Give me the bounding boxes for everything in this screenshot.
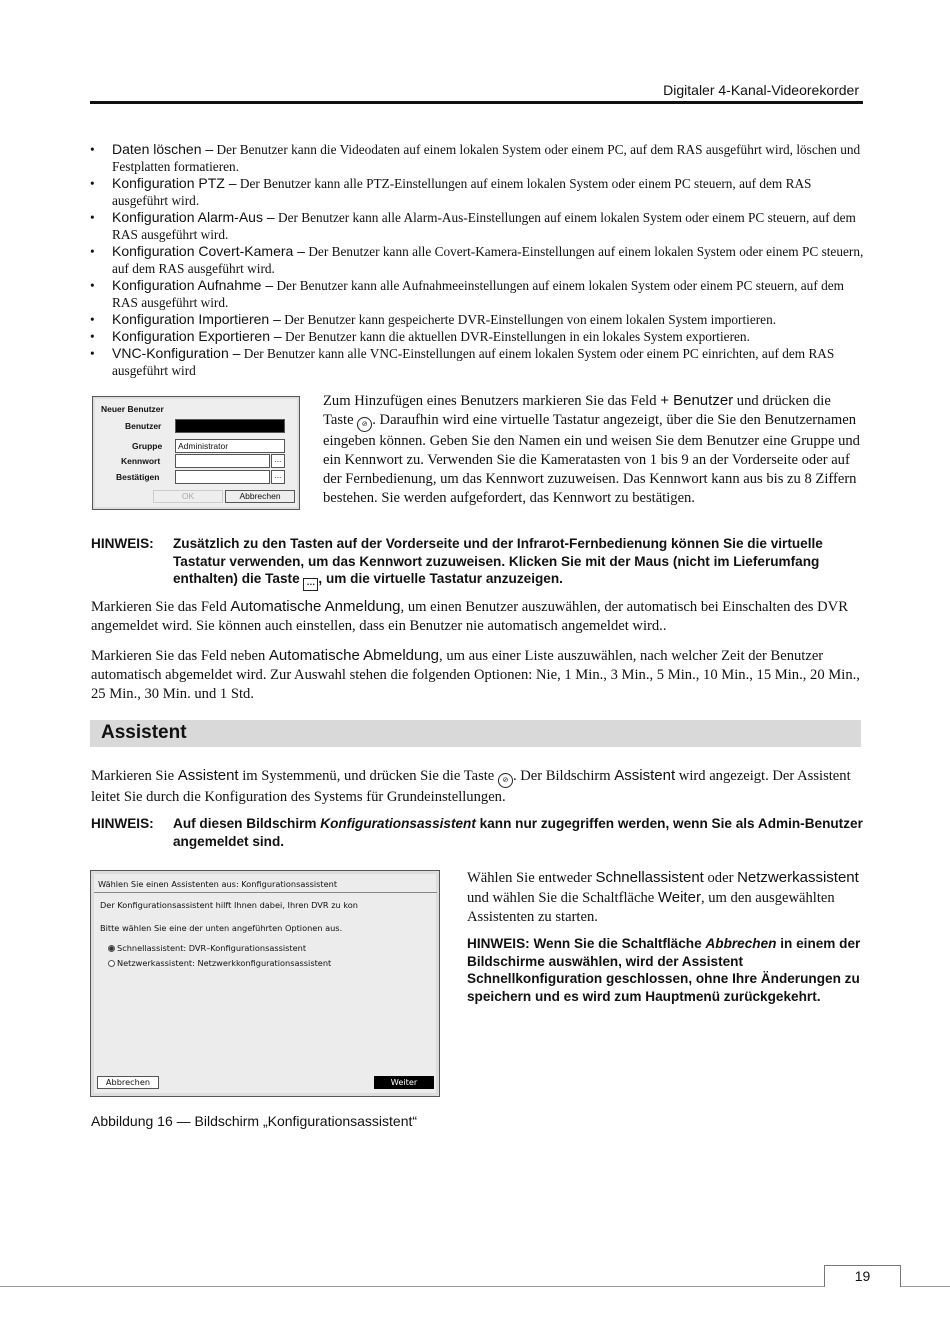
note-cancel: HINWEIS: Wenn Sie die Schaltfläche Abbrechen in einem der Bildschirme auswählen, wird der Assistent Schnellkonfiguration geschlossen, ohne Ihre Änderungen zu speichern und es wird zum Hauptmenü zurückgekehrt. — [467, 936, 861, 1004]
list-item: • Konfiguration Alarm-Aus – Der Benutzer kann alle Alarm-Aus-Einstellungen auf einem lokalen System oder einem PC steuern, auf dem RAS ausgeführt wird. — [90, 209, 856, 242]
note-admin-only: HINWEIS: Auf diesen Bildschirm Konfigurationsassistent kann nur zugegriffen werden, wenn Sie als Admin-Benutzer angemeldet sind. — [91, 816, 863, 849]
keyboard-dots-icon: … — [303, 578, 318, 591]
wizard-next-button[interactable]: Weiter — [374, 1076, 434, 1089]
ok-button[interactable]: OK — [153, 490, 223, 503]
select-key-icon: ⊘ — [498, 773, 513, 788]
password-field[interactable] — [175, 454, 270, 468]
note-virtual-keyboard: HINWEIS: Zusätzlich zu den Tasten auf der Vorderseite und der Infrarot-Fernbedienung können Sie die virtuelle Tastatur verwenden, um das Kennwort zuzuweisen. Klicken Sie mit der Maus (nicht im Lieferumfang enthalten) die Taste … , um die virtuelle Tastatur anzuzeigen. — [91, 535, 866, 591]
auto-login-paragraph: Markieren Sie das Feld Automatische Anmeldung, um einen Benutzer auszuwählen, der automatisch bei Einschalten des DVR angemeldet wird. Sie können auch einstellen, dass ein Benutzer nie automatisch angemeldet wird.. — [91, 598, 848, 634]
confirm-keyboard-button[interactable]: ... — [271, 470, 285, 484]
choose-wizard-paragraph: Wählen Sie entweder Schnellassistent oder Netzwerkassistent und wählen Sie die Schaltfläche Weiter, um den ausgewählten Assistenten zu starten. — [467, 869, 859, 925]
password-keyboard-button[interactable]: ... — [271, 454, 285, 468]
wizard-title: Wählen Sie einen Assistenten aus: Konfigurationsassistent — [98, 879, 338, 889]
wizard-paragraph: Markieren Sie Assistent im Systemmenü, und drücken Sie die Taste ⊘ . Der Bildschirm Assistent wird angezeigt. Der Assistent leitet Sie durch die Konfiguration des Systems für Grundeinstellungen. — [91, 767, 851, 805]
password-label: Kennwort — [121, 456, 161, 466]
section-bar — [90, 720, 861, 747]
user-label: Benutzer — [125, 421, 162, 431]
group-label: Gruppe — [132, 441, 163, 451]
option-network-wizard[interactable]: Netzwerkassistent: Netzwerkkonfigurationsassistent — [108, 958, 331, 968]
option-quick-wizard[interactable]: Schnellassistent: DVR–Konfigurationsassistent — [108, 943, 306, 953]
list-item: • Konfiguration Covert-Kamera – Der Benutzer kann alle Covert-Kamera-Einstellungen auf einem lokalen System oder einem PC steuern, auf dem RAS ausgeführt wird. — [90, 243, 864, 276]
list-item: • Konfiguration Importieren – Der Benutzer kann gespeicherte DVR-Einstellungen von einem lokalen System importieren. — [90, 311, 777, 327]
confirm-field[interactable] — [175, 470, 270, 484]
confirm-label: Bestätigen — [116, 472, 160, 482]
new-user-dialog — [92, 396, 300, 510]
auto-logout-paragraph: Markieren Sie das Feld neben Automatische Abmeldung, um aus einer Liste auszuwählen, nach welcher Zeit der Benutzer automatisch abgemeldet wird. Zur Auswahl stehen die folgenden Optionen: Nie, 1 Min., 3 Min., 5 Min., 10 Min., 15 Min., 20 Min., 25 Min., 30 Min. und 1 Std. — [91, 647, 860, 702]
figure-caption: Abbildung 16 — Bildschirm „Konfigurationsassistent“ — [91, 1113, 418, 1129]
list-item: • Konfiguration Aufnahme – Der Benutzer kann alle Aufnahmeeinstellungen auf einem lokalen System oder einem PC steuern, auf dem RAS ausgeführt wird. — [90, 277, 844, 310]
select-key-icon: ⊘ — [357, 417, 372, 432]
add-user-paragraph: Zum Hinzufügen eines Benutzers markieren Sie das Feld + Benutzer und drücken die Taste ⊘ . Daraufhin wird eine virtuelle Tastatur angezeigt, über die Sie den Benutzernamen eingeben können. Geben Sie den Namen ein und weisen Sie dem Benutzer eine Gruppe und ein Kennwort zu. Verwenden Sie die Kameratasten von 1 bis 9 an der Vorderseite oder auf der Fernbedienung, um das Kennwort zuzuweisen. Das Kennwort kann aus bis zu 8 Ziffern bestehen. Sie werden aufgefordert, das Kennwort zu bestätigen. — [323, 392, 860, 506]
dialog-title: Neuer Benutzer — [101, 404, 164, 414]
list-item: • Konfiguration Exportieren – Der Benutzer kann die aktuellen DVR-Einstellungen in ein lokales System exportieren. — [90, 328, 750, 344]
group-select[interactable]: Administrator — [175, 439, 285, 453]
section-title: Assistent — [101, 722, 187, 743]
wizard-description: Der Konfigurationsassistent hilft Ihnen dabei, Ihren DVR zu kon — [100, 900, 358, 910]
radio-selected-icon[interactable] — [108, 945, 115, 952]
list-item: • Daten löschen – Der Benutzer kann die Videodaten auf einem lokalen System oder einem PC, auf dem RAS ausgeführt wird, löschen und Festplatten formatieren. — [90, 141, 861, 174]
radio-unselected-icon[interactable] — [108, 960, 115, 967]
permission-list — [90, 141, 865, 379]
wizard-instruction: Bitte wählen Sie eine der unten angeführten Optionen aus. — [100, 923, 343, 933]
footer-rule — [0, 1286, 950, 1287]
list-item: • VNC-Konfiguration – Der Benutzer kann alle VNC-Einstellungen auf einem lokalen System oder einem PC einrichten, auf dem RAS ausgeführt wird — [90, 345, 835, 378]
page-number: 19 — [824, 1265, 901, 1287]
header-rule — [90, 101, 863, 104]
list-item: • Konfiguration PTZ – Der Benutzer kann alle PTZ-Einstellungen auf einem lokalen System oder einem PC steuern, auf dem RAS ausgeführt wird. — [90, 175, 812, 208]
wizard-cancel-button[interactable]: Abbrechen — [97, 1076, 159, 1089]
user-field[interactable] — [175, 419, 285, 433]
wizard-title-divider — [94, 892, 437, 893]
wizard-screen — [90, 870, 440, 1097]
cancel-button[interactable]: Abbrechen — [225, 490, 295, 503]
running-header: Digitaler 4-Kanal-Videorekorder — [663, 82, 859, 98]
